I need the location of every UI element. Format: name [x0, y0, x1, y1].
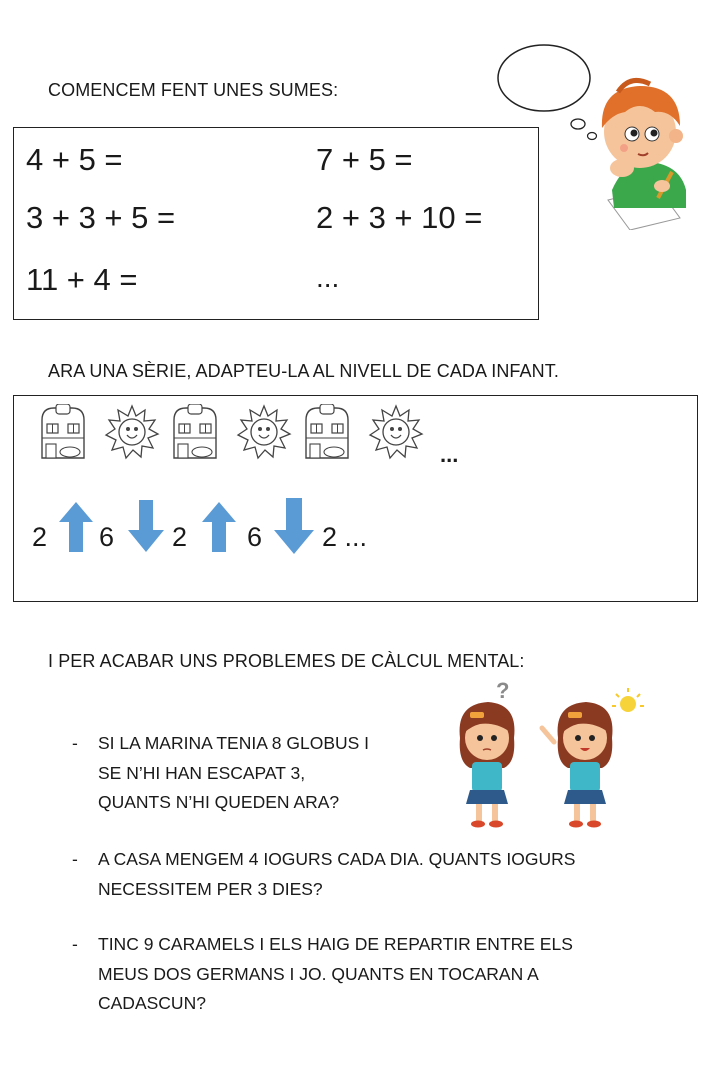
series-number: 2	[32, 522, 48, 552]
house-icon	[302, 404, 352, 460]
problem-line: NECESSITEM PER 3 DIES?	[98, 878, 323, 899]
problem-item	[72, 729, 369, 818]
house-icon	[170, 404, 220, 460]
sum-item: 3 + 3 + 5 =	[26, 200, 176, 235]
sum-item: 7 + 5 =	[316, 142, 413, 177]
arrow-up-icon	[202, 502, 236, 552]
problem-line: A CASA MENGEM 4 IOGURS CADA DIA. QUANTS IOGURS	[98, 849, 576, 869]
problem-line: SI LA MARINA TENIA 8 GLOBUS I	[98, 733, 370, 753]
problem-item	[72, 845, 575, 904]
problems-heading: I PER ACABAR UNS PROBLEMES DE CÀLCUL MENTAL:	[48, 651, 525, 671]
problem-line: TINC 9 CARAMELS I ELS HAIG DE REPARTIR ENTRE ELS	[98, 934, 573, 954]
series-tail: 2 ...	[322, 522, 368, 552]
problem-line: CADASCUN?	[98, 993, 206, 1013]
list-dash: -	[72, 849, 78, 869]
svg-text:?: ?	[496, 678, 510, 703]
sum-item: 11 + 4 =	[26, 262, 138, 297]
thinking-girls-illustration	[430, 676, 662, 836]
sun-icon	[104, 404, 160, 460]
sun-icon	[368, 404, 424, 460]
sun-icon	[236, 404, 292, 460]
arrow-down-icon	[128, 500, 164, 552]
sum-ellipsis: ...	[316, 262, 340, 293]
series-heading: ARA UNA SÈRIE, ADAPTEU-LA AL NIVELL DE CADA INFANT.	[48, 361, 559, 381]
series-number: 6	[247, 522, 263, 552]
sum-item: 4 + 5 =	[26, 142, 123, 177]
problem-line: SE N’HI HAN ESCAPAT 3,	[98, 762, 306, 783]
arrow-down-icon	[274, 498, 314, 554]
house-icon	[38, 404, 88, 460]
problem-line: QUANTS N’HI QUEDEN ARA?	[98, 792, 340, 812]
series-number: 6	[99, 522, 115, 552]
icon-series-ellipsis: ...	[440, 442, 459, 467]
sum-item: 2 + 3 + 10 =	[316, 200, 483, 235]
list-dash: -	[72, 733, 78, 753]
sums-heading: COMENCEM FENT UNES SUMES:	[48, 80, 339, 100]
arrow-up-icon	[59, 502, 93, 552]
list-dash: -	[72, 934, 78, 954]
problem-item	[72, 930, 573, 1019]
series-number: 2	[172, 522, 188, 552]
problem-line: MEUS DOS GERMANS I JO. QUANTS EN TOCARAN A	[98, 963, 539, 984]
